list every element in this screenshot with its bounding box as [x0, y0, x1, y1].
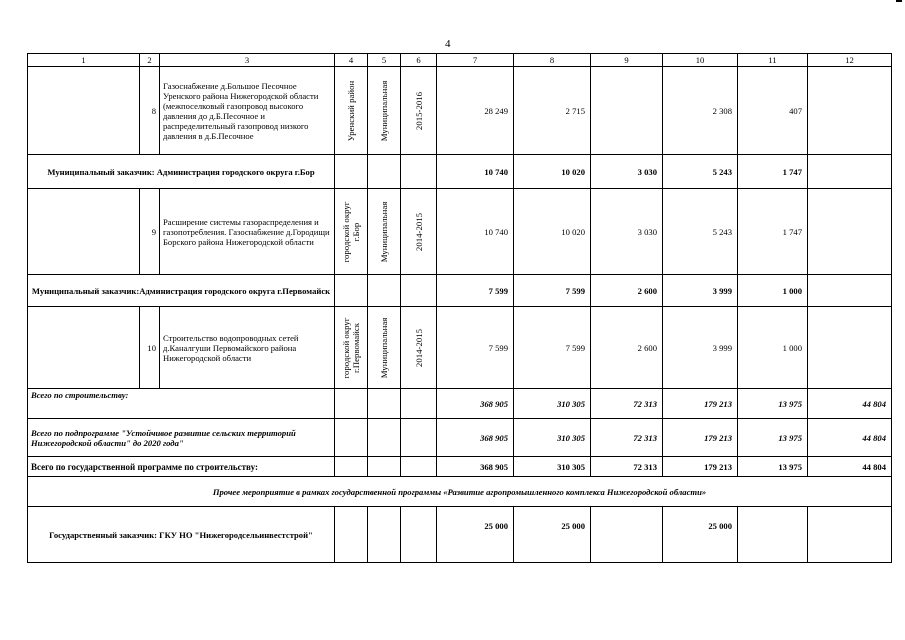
territory: городской округ г.Первомайск [341, 317, 361, 378]
col-header: 2 [140, 54, 160, 67]
value-cell: 179 213 [663, 389, 738, 419]
corner-mark [896, 0, 902, 2]
value-cell: 1 747 [738, 189, 808, 275]
customer-title: Муниципальный заказчик:Администрация городского округа г.Первомайск [28, 275, 335, 307]
value-cell: 310 305 [514, 457, 591, 477]
table-row [28, 67, 892, 155]
value-cell: 3 999 [663, 307, 738, 389]
col-header: 10 [663, 54, 738, 67]
value-cell: 3 999 [663, 275, 738, 307]
col-header: 5 [368, 54, 401, 67]
value-cell: 72 313 [591, 389, 663, 419]
value-cell [808, 275, 892, 307]
total-title: Всего по подпрограмме "Устойчивое развитие сельских территорий Нижегородской области" до 2020 года" [28, 419, 335, 457]
col-header: 7 [437, 54, 514, 67]
value-cell: 13 975 [738, 389, 808, 419]
value-cell: 1 000 [738, 275, 808, 307]
page-number: 4 [445, 38, 451, 50]
customer-row [28, 507, 892, 563]
customer-row [28, 275, 892, 307]
ownership: Муниципальная [379, 80, 389, 141]
value-cell: 10 020 [514, 189, 591, 275]
value-cell: 368 905 [437, 457, 514, 477]
col-header: 8 [514, 54, 591, 67]
total-row [28, 419, 892, 457]
total-row [28, 389, 892, 419]
value-cell: 5 243 [663, 155, 738, 189]
col-header: 9 [591, 54, 663, 67]
value-cell: 7 599 [437, 275, 514, 307]
col-header: 12 [808, 54, 892, 67]
value-cell: 2 715 [514, 67, 591, 155]
value-cell: 25 000 [437, 507, 514, 563]
col-header: 1 [28, 54, 140, 67]
period: 2015-2016 [413, 91, 424, 130]
row-number: 10 [140, 307, 160, 389]
row-number: 8 [140, 67, 160, 155]
total-title: Всего по строительству: [28, 389, 335, 419]
ownership: Муниципальная [379, 201, 389, 262]
value-cell [808, 507, 892, 563]
value-cell: 5 243 [663, 189, 738, 275]
value-cell: 7 599 [437, 307, 514, 389]
value-cell: 310 305 [514, 419, 591, 457]
value-cell: 72 313 [591, 457, 663, 477]
value-cell: 3 030 [591, 189, 663, 275]
value-cell: 2 308 [663, 67, 738, 155]
value-cell: 7 599 [514, 307, 591, 389]
customer-row [28, 155, 892, 189]
section-row [28, 477, 892, 507]
col-header: 4 [335, 54, 368, 67]
value-cell [808, 155, 892, 189]
row-number: 9 [140, 189, 160, 275]
value-cell: 2 600 [591, 307, 663, 389]
value-cell: 10 020 [514, 155, 591, 189]
object-name: Строительство водопроводных сетей д.Каналгуши Первомайского района Нижегородской области [160, 307, 335, 389]
customer-title: Государственный заказчик: ГКУ НО "Нижегородсельинвестстрой" [28, 507, 335, 563]
value-cell: 28 249 [437, 67, 514, 155]
value-cell: 44 804 [808, 419, 892, 457]
value-cell: 179 213 [663, 419, 738, 457]
territory: Уренский район [346, 80, 356, 141]
value-cell: 407 [738, 67, 808, 155]
value-cell: 7 599 [514, 275, 591, 307]
total-row [28, 457, 892, 477]
value-cell: 310 305 [514, 389, 591, 419]
value-cell: 44 804 [808, 457, 892, 477]
value-cell: 44 804 [808, 389, 892, 419]
col-header: 3 [160, 54, 335, 67]
value-cell [591, 67, 663, 155]
value-cell: 179 213 [663, 457, 738, 477]
value-cell: 72 313 [591, 419, 663, 457]
value-cell: 1 000 [738, 307, 808, 389]
col-header: 6 [401, 54, 437, 67]
period: 2014-2015 [413, 212, 424, 251]
customer-title: Муниципальный заказчик: Администрация городского округа г.Бор [28, 155, 335, 189]
total-title: Всего по государственной программе по строительству: [28, 457, 335, 477]
column-number-row [28, 54, 892, 67]
value-cell: 1 747 [738, 155, 808, 189]
territory: городской округ г.Бор [341, 201, 361, 262]
table-row [28, 189, 892, 275]
value-cell: 13 975 [738, 457, 808, 477]
value-cell: 368 905 [437, 389, 514, 419]
object-name: Газоснабжение д.Большое Песочное Уренского района Нижегородской области (межпоселковый газопровод высокого давления до д.Б.Песочное и распределительный газопровод низкого давления в д.Б.Песочное [160, 67, 335, 155]
col-header: 11 [738, 54, 808, 67]
period: 2014-2015 [413, 328, 424, 367]
value-cell: 25 000 [663, 507, 738, 563]
value-cell: 3 030 [591, 155, 663, 189]
value-cell [808, 189, 892, 275]
value-cell: 368 905 [437, 419, 514, 457]
value-cell [591, 507, 663, 563]
value-cell: 10 740 [437, 155, 514, 189]
object-name: Расширение системы газораспределения и газопотребления. Газоснабжение д.Городищи Борского района Нижегородской области [160, 189, 335, 275]
value-cell [808, 307, 892, 389]
value-cell: 25 000 [514, 507, 591, 563]
section-title: Прочее мероприятие в рамках государственной программы «Развитие агропромышленного комплекса Нижегородской области» [28, 477, 892, 507]
value-cell: 13 975 [738, 419, 808, 457]
ownership: Муниципальная [379, 317, 389, 378]
value-cell: 2 600 [591, 275, 663, 307]
table-row [28, 307, 892, 389]
value-cell [738, 507, 808, 563]
value-cell: 10 740 [437, 189, 514, 275]
program-table [27, 53, 892, 563]
value-cell [808, 67, 892, 155]
